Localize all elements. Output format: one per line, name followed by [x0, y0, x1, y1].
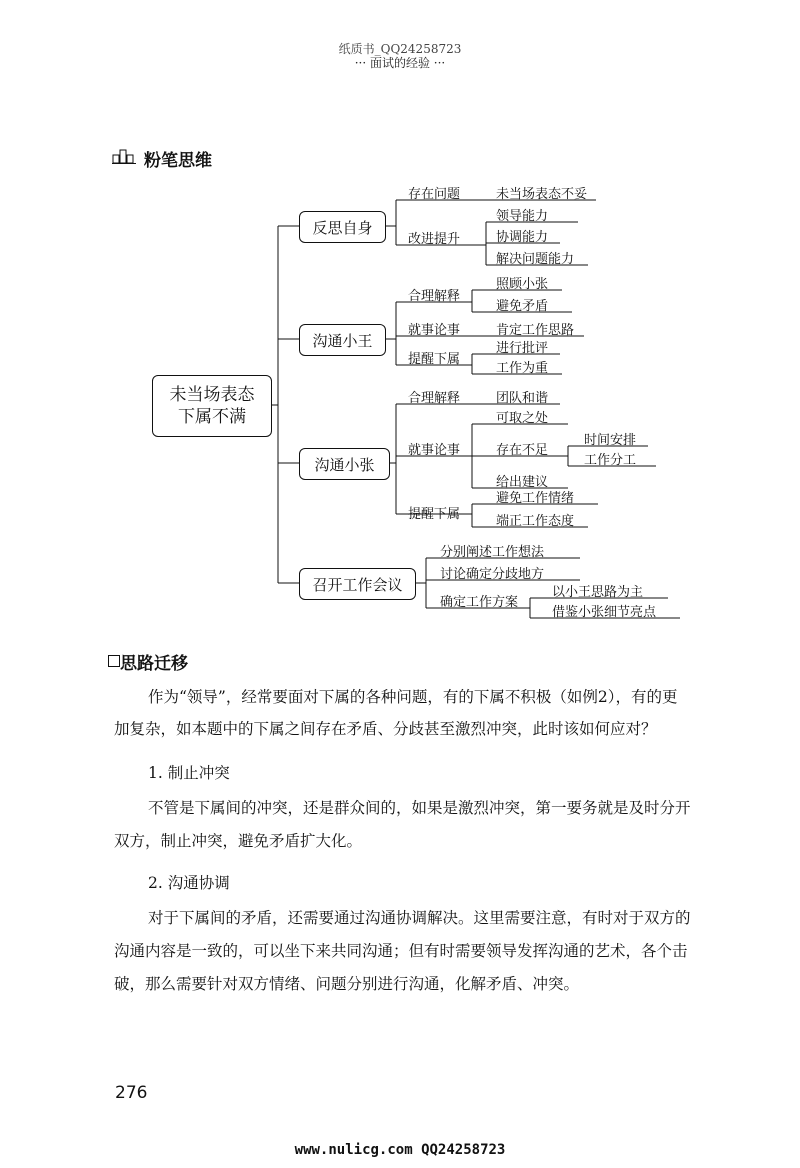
node-label: 存在问题 — [408, 187, 461, 202]
leaf-label: 工作分工 — [584, 453, 637, 468]
leaf-label: 未当场表态不妥 — [496, 187, 588, 202]
footer-watermark: www.nulicg.com QQ24258723 — [294, 1142, 506, 1158]
point-heading: 1. 制止冲突 — [148, 764, 230, 782]
leaf-label: 进行批评 — [496, 341, 549, 356]
square-icon — [108, 655, 120, 667]
branch-reflect-self: 反思自身 — [299, 211, 386, 243]
node-label: 就事论事 — [408, 443, 461, 458]
node-label: 合理解释 — [408, 391, 461, 406]
branch-talk-xiaozhang: 沟通小张 — [299, 448, 390, 480]
leaf-label: 可取之处 — [496, 411, 549, 426]
leaf-label: 避免工作情绪 — [496, 491, 575, 506]
leaf-label: 借鉴小张细节亮点 — [552, 605, 657, 620]
leaf-label: 给出建议 — [496, 475, 549, 490]
running-header: ··· 面试的经验 ··· — [354, 56, 446, 70]
node-label: 合理解释 — [408, 289, 461, 304]
section-title: 粉笔思维 — [144, 151, 212, 171]
header-watermark: 纸质书_QQ24258723 — [338, 42, 462, 56]
paragraph-line: 加复杂，如本题中的下属之间存在矛盾、分歧甚至激烈冲突，此时该如何应对？ — [114, 720, 657, 738]
leaf-label: 以小王思路为主 — [552, 585, 644, 600]
node-label: 讨论确定分歧地方 — [440, 567, 545, 582]
section-title: 思路迁移 — [120, 654, 188, 674]
node-label: 就事论事 — [408, 323, 461, 338]
leaf-label: 领导能力 — [496, 209, 549, 224]
node-label: 提醒下属 — [408, 507, 461, 522]
leaf-label: 工作为重 — [496, 361, 549, 376]
mindmap-root: 未当场表态 下属不满 — [152, 375, 272, 437]
paragraph-line: 沟通内容是一致的，可以坐下来共同沟通；但有时需要领导发挥沟通的艺术，各个击 — [114, 942, 688, 960]
paragraph-line: 作为“领导”，经常要面对下属的各种问题，有的下属不积极（如例2），有的更 — [148, 688, 678, 706]
node-label: 改进提升 — [408, 232, 461, 247]
paragraph-line: 双方，制止冲突，避免矛盾扩大化。 — [114, 832, 363, 850]
leaf-label: 端正工作态度 — [496, 514, 575, 529]
branch-talk-xiaowang: 沟通小王 — [299, 324, 386, 356]
node-label: 确定工作方案 — [440, 595, 519, 610]
node-label: 分别阐述工作想法 — [440, 545, 545, 560]
node-label: 提醒下属 — [408, 352, 461, 367]
leaf-label: 肯定工作思路 — [496, 323, 575, 338]
leaf-label: 避免矛盾 — [496, 299, 549, 314]
paragraph-line: 不管是下属间的冲突，还是群众间的，如果是激烈冲突，第一要务就是及时分开 — [148, 799, 691, 817]
paragraph-line: 对于下属间的矛盾，还需要通过沟通协调解决。这里需要注意，有时对于双方的 — [148, 909, 691, 927]
branch-meeting: 召开工作会议 — [299, 568, 416, 600]
page-number: 276 — [115, 1083, 148, 1103]
leaf-label: 时间安排 — [584, 433, 637, 448]
paragraph-line: 破，那么需要针对双方情绪、问题分别进行沟通，化解矛盾、冲突。 — [114, 975, 580, 993]
leaf-label: 存在不足 — [496, 443, 549, 458]
point-heading: 2. 沟通协调 — [148, 874, 230, 892]
leaf-label: 解决问题能力 — [496, 252, 575, 267]
leaf-label: 协调能力 — [496, 230, 549, 245]
leaf-label: 团队和谐 — [496, 391, 549, 406]
leaf-label: 照顾小张 — [496, 277, 549, 292]
